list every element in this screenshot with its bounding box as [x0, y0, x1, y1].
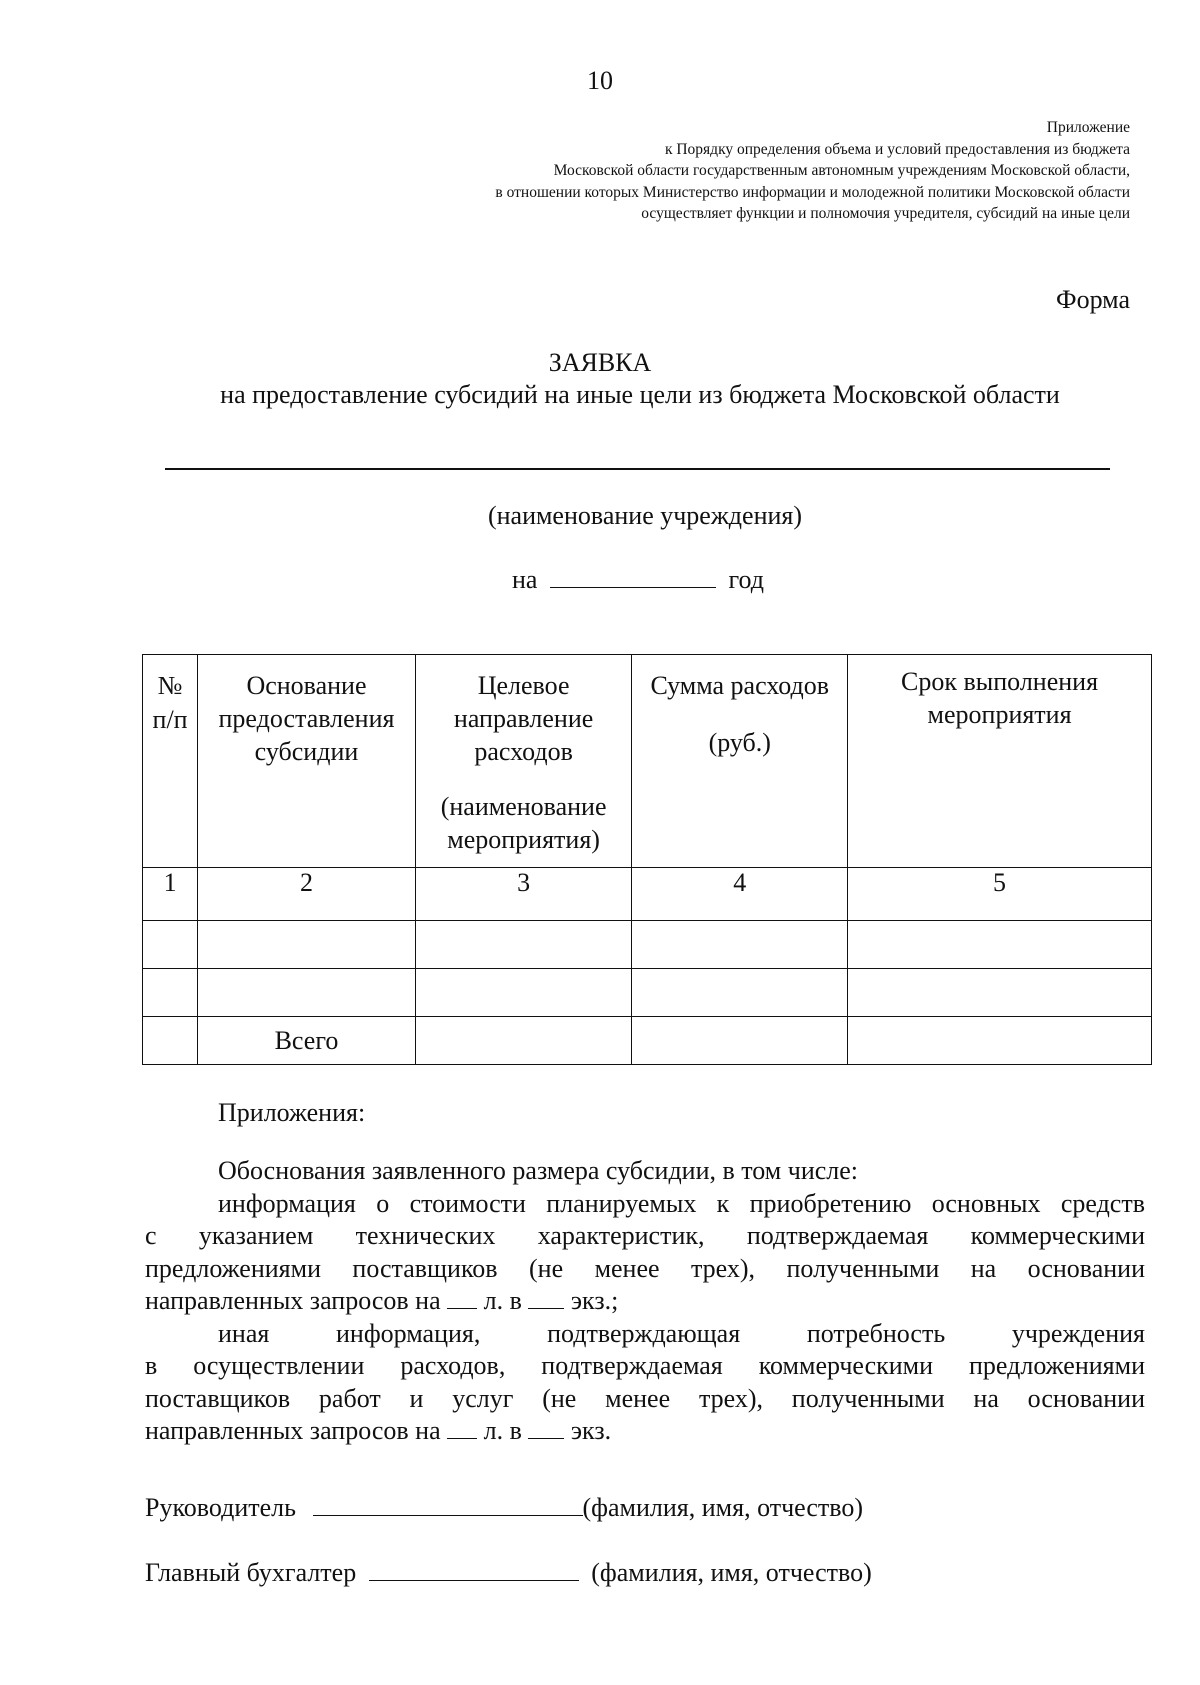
year-prefix: на [512, 565, 538, 594]
table-cell[interactable] [143, 969, 198, 1017]
header-number [143, 655, 198, 868]
year-field[interactable] [550, 587, 716, 588]
header-amount-text: Сумма расходов [650, 671, 830, 700]
header-amount [632, 655, 848, 868]
table-row [143, 868, 1152, 921]
header-purpose-note: (наименование мероприятия) [440, 792, 607, 854]
table-cell[interactable] [848, 921, 1152, 969]
col-number-5: 5 [848, 868, 1152, 921]
document-subtitle: на предоставление субсидий на иные цели из бюджета Московской области [220, 380, 1060, 409]
attachments-body [145, 1155, 1145, 1448]
table-cell[interactable] [143, 921, 198, 969]
accountant-signature-line [145, 1558, 872, 1588]
table-cell[interactable] [848, 1017, 1152, 1065]
header-purpose-text: Целевое направление расходов [453, 671, 594, 766]
header-deadline: Срок выполнения мероприятия [848, 655, 1152, 868]
attachments-intro: Обоснования заявленного размера субсидии, в том числе: [218, 1156, 859, 1185]
total-label: Всего [198, 1017, 416, 1065]
para1-last-line: направленных запросов на л. в экз.; [145, 1286, 619, 1315]
copies-field[interactable] [528, 1438, 564, 1439]
appendix-line: в отношении которых Министерство информации и молодежной политики Московской области [495, 183, 1130, 201]
head-signature-field[interactable] [313, 1515, 583, 1516]
accountant-signature-field[interactable] [369, 1580, 579, 1581]
appendix-line: осуществляет функции и полномочия учредителя, субсидий на иные цели [641, 205, 1130, 222]
header-purpose [415, 655, 632, 868]
year-suffix: год [728, 565, 764, 594]
year-line [512, 565, 764, 595]
head-signature-line [145, 1493, 863, 1523]
table-cell[interactable] [415, 1017, 632, 1065]
table-total-row [143, 1017, 1152, 1065]
para1-line: информация о стоимости планируемых к приобретению основных средств [218, 1188, 1145, 1218]
form-label: Форма [1056, 285, 1130, 314]
table-cell[interactable] [415, 969, 632, 1017]
col-number-1: 1 [143, 868, 198, 921]
table-cell[interactable] [198, 969, 416, 1017]
header-basis: Основание предоставления субсидии [198, 655, 416, 868]
table-row [143, 969, 1152, 1017]
institution-caption: (наименование учреждения) [487, 501, 803, 530]
para1-line: с указанием технических характеристик, подтверждаемая коммерческими [145, 1221, 1145, 1250]
appendix-line: Московской области государственным автономным учреждениям Московской области, [553, 162, 1130, 179]
header-number-sign: № [157, 671, 183, 700]
table-cell[interactable] [848, 969, 1152, 1017]
page-number: 10 [587, 66, 613, 95]
sheets-field[interactable] [447, 1308, 477, 1309]
sheets-field[interactable] [447, 1438, 477, 1439]
institution-name-line[interactable] [165, 468, 1110, 470]
para2-line: в осуществлении расходов, подтверждаемая коммерческими предложениями [145, 1351, 1145, 1380]
table-cell[interactable] [415, 921, 632, 969]
header-number-label: п/п [152, 705, 188, 734]
table-cell[interactable] [632, 969, 848, 1017]
para2-line: поставщиков работ и услуг (не менее трех), полученными на основании [145, 1383, 1145, 1413]
col-number-2: 2 [198, 868, 416, 921]
col-number-3: 3 [415, 868, 632, 921]
para2-line: иная информация, подтверждающая потребность учреждения [218, 1318, 1145, 1348]
table-cell[interactable] [632, 921, 848, 969]
para2-last-line: направленных запросов на л. в экз. [145, 1416, 612, 1445]
copies-field[interactable] [528, 1308, 564, 1309]
head-hint: (фамилия, имя, отчество) [582, 1493, 864, 1522]
head-label: Руководитель [145, 1493, 296, 1522]
application-table [142, 654, 1152, 1065]
table-header-row [143, 655, 1152, 868]
col-number-4: 4 [632, 868, 848, 921]
table-cell[interactable] [632, 1017, 848, 1065]
header-amount-note: (руб.) [708, 728, 771, 757]
document-title: ЗАЯВКА [548, 348, 652, 377]
appendix-line: Приложение [1046, 119, 1130, 136]
table-row [143, 921, 1152, 969]
para1-line: предложениями поставщиков (не менее трех), полученными на основании [145, 1253, 1145, 1283]
attachments-heading: Приложения: [218, 1098, 366, 1127]
table-cell [143, 1017, 198, 1065]
table-cell[interactable] [198, 921, 416, 969]
accountant-hint: (фамилия, имя, отчество) [591, 1558, 872, 1587]
appendix-header [130, 117, 1130, 225]
accountant-label: Главный бухгалтер [145, 1558, 357, 1587]
appendix-line: к Порядку определения объема и условий предоставления из бюджета [664, 140, 1130, 158]
